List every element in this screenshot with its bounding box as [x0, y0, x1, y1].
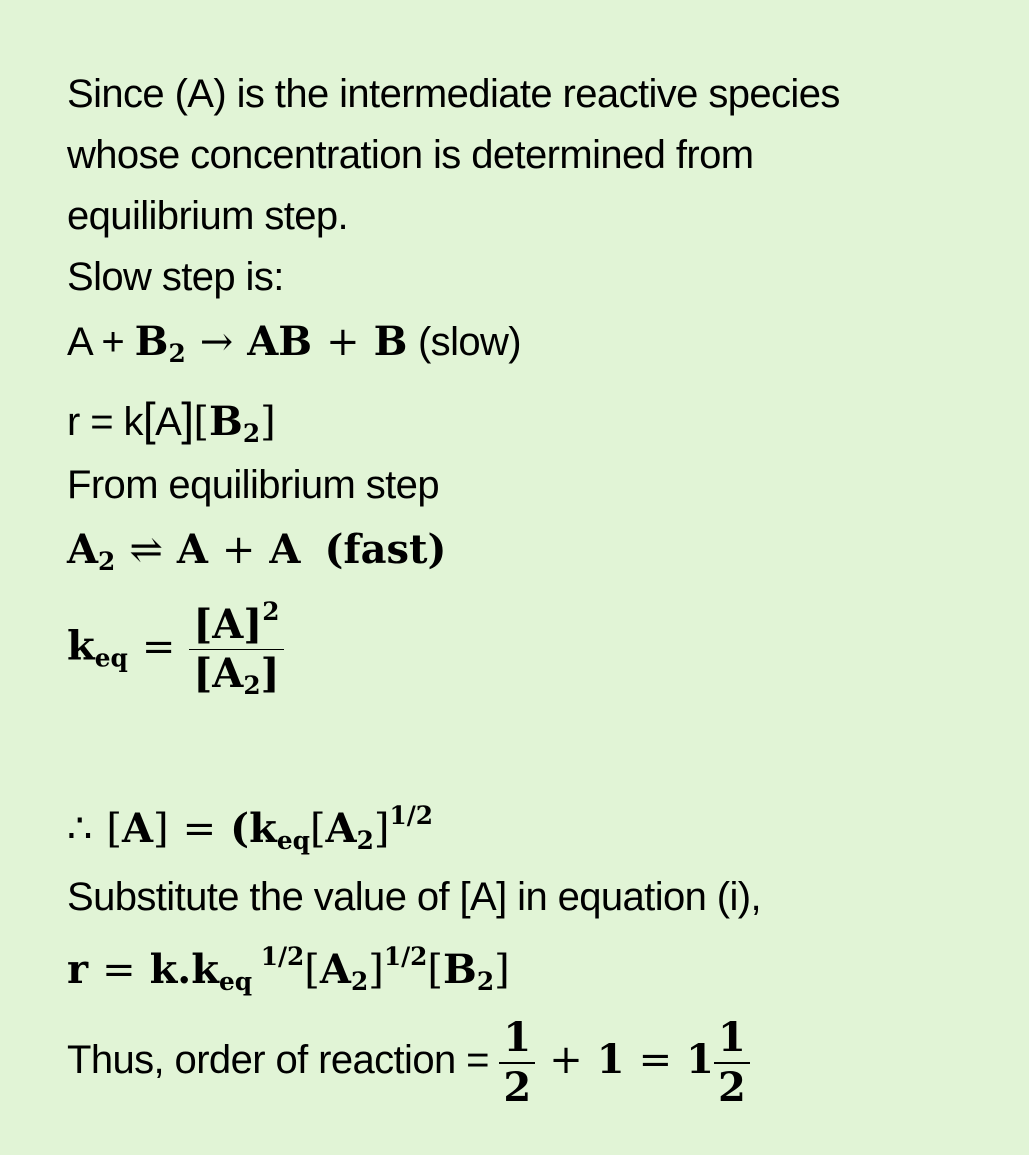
- keq-expression: $k_{eq}$ = $\frac{[A]^2}{[A_2]}$: [67, 600, 284, 699]
- therefore-expression: ∴ $[A] = (k_{eq}[A_2]^{1/2}$: [67, 801, 434, 855]
- equilibrium-heading: From equilibrium step: [67, 463, 439, 507]
- text-line-2: whose concentration is determined from: [67, 133, 754, 177]
- rate-b2-term: $[B_2]$: [193, 398, 276, 448]
- keq-fraction: $\frac{[A]^2}{[A_2]}$: [189, 600, 283, 699]
- conclusion-text: Thus, order of reaction =: [67, 1037, 500, 1082]
- text-line-1: Since (A) is the intermediate reactive species: [67, 72, 840, 116]
- fast-step-equation: $A_2$ ⇌ A + A (fast): [67, 526, 447, 576]
- fast-label: (fast): [324, 526, 447, 573]
- substitute-line: Substitute the value of [A] in equation (i),: [67, 875, 762, 919]
- rate-law: $r = k[A][B_2]$: [67, 393, 276, 448]
- slow-eq-prefix: A +: [67, 320, 135, 364]
- final-rate-expression: $r = k.k_{eq}$ $^{1/2}[A_2]^{1/2}[B_2]$: [67, 942, 510, 996]
- slow-eq-math: $B_2$ → AB + B: [134, 318, 408, 368]
- slow-step-heading: Slow step is:: [67, 255, 284, 299]
- order-math: $\frac{1}{2}$ + 1 = 1 $\frac{1}{2}$: [499, 1036, 749, 1083]
- slow-label: (slow): [417, 320, 522, 364]
- slow-step-equation: [67, 318, 522, 368]
- conclusion-line: [67, 1014, 750, 1111]
- rate-prefix: r = k: [67, 400, 143, 444]
- text-line-3: equilibrium step.: [67, 194, 349, 238]
